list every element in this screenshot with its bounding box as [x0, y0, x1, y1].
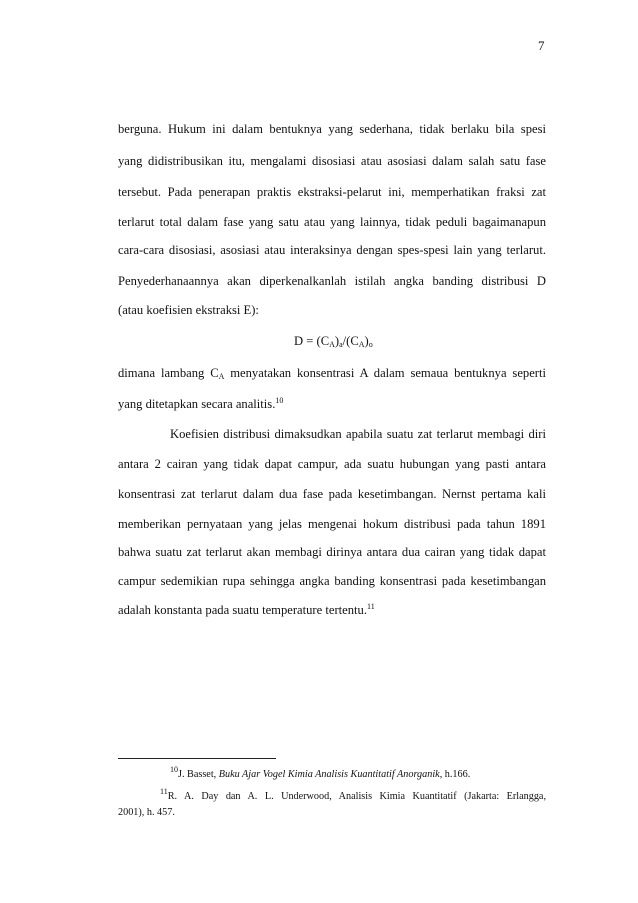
footnote-book-title: Buku Ajar Vogel Kimia Analisis Kuantitatif Anorganik — [218, 769, 440, 780]
footnote-10 — [170, 765, 471, 781]
footnote-number: 11 — [160, 787, 168, 796]
formula-subscript: a — [339, 340, 343, 349]
page-number: 7 — [538, 38, 545, 53]
footnote-ref-10: 10 — [275, 396, 284, 405]
footnote-ref-11: 11 — [366, 602, 375, 611]
body-line: Penyederhanaannya akan diperkenalkanlah istilah angka banding distribusi D — [118, 274, 546, 288]
footnote-text: J. Basset, — [178, 769, 219, 780]
footnote-11 — [160, 787, 546, 803]
body-line — [118, 396, 546, 412]
formula-text: D = (C — [294, 334, 330, 348]
body-line: (atau koefisien ekstraksi E): — [118, 303, 259, 317]
subscript-a: A — [218, 372, 225, 381]
body-line: tersebut. Pada penerapan praktis ekstraksi-pelarut ini, memperhatikan fraksi zat — [118, 185, 546, 199]
formula-text: /(C — [342, 334, 359, 348]
body-text: adalah konstanta pada suatu temperature tertentu. — [118, 603, 367, 617]
body-line: bahwa suatu zat terlarut akan membagi dirinya antara dua cairan yang tidak dapat — [118, 545, 546, 559]
formula-text: ) — [334, 334, 340, 348]
footnote-text: , h.166. — [439, 769, 471, 780]
body-line: Koefisien distribusi dimaksudkan apabila suatu zat terlarut membagi diri — [170, 427, 546, 441]
body-line: yang didistribusikan itu, mengalami disosiasi atau asosiasi dalam salah satu fase — [118, 154, 546, 168]
body-line: berguna. Hukum ini dalam bentuknya yang sederhana, tidak berlaku bila spesi — [118, 122, 546, 136]
body-line: campur sedemikian rupa sehingga angka banding konsentrasi pada kesetimbangan — [118, 574, 546, 588]
formula-text: ) — [364, 334, 369, 348]
footnote-text: R. A. Day dan A. L. Underwood, Analisis Kimia Kuantitatif (Jakarta: Erlangga, — [167, 791, 546, 802]
formula-subscript: o — [368, 340, 373, 349]
body-line: antara 2 cairan yang tidak dapat campur, ada suatu hubungan yang pasti antara — [118, 457, 546, 471]
footnote-separator — [118, 758, 276, 759]
body-line: terlarut total dalam fase yang satu atau yang lainnya, tidak peduli bagaimanapun — [118, 215, 546, 229]
body-line: memberikan pernyataan yang jelas mengenai hokum distribusi pada tahun 1891 — [118, 517, 546, 531]
formula-subscript: A — [329, 340, 335, 349]
body-text: yang ditetapkan secara analitis. — [118, 397, 276, 411]
body-text: dimana lambang C — [118, 366, 219, 380]
footnote-11-continued: 2001), h. 457. — [118, 807, 175, 818]
distribution-formula — [294, 334, 373, 349]
body-line: konsentrasi zat terlarut dalam dua fase pada kesetimbangan. Nernst pertama kali — [118, 487, 546, 501]
body-line: cara-cara disosiasi, asosiasi atau interaksinya dengan spes-spesi lain yang terlarut. — [118, 243, 546, 257]
footnote-number: 10 — [170, 765, 178, 774]
body-line — [118, 602, 546, 618]
body-text: menyatakan konsentrasi A dalam semaua bentuknya seperti — [224, 366, 546, 380]
formula-subscript: A — [358, 340, 365, 349]
body-line — [118, 365, 546, 381]
